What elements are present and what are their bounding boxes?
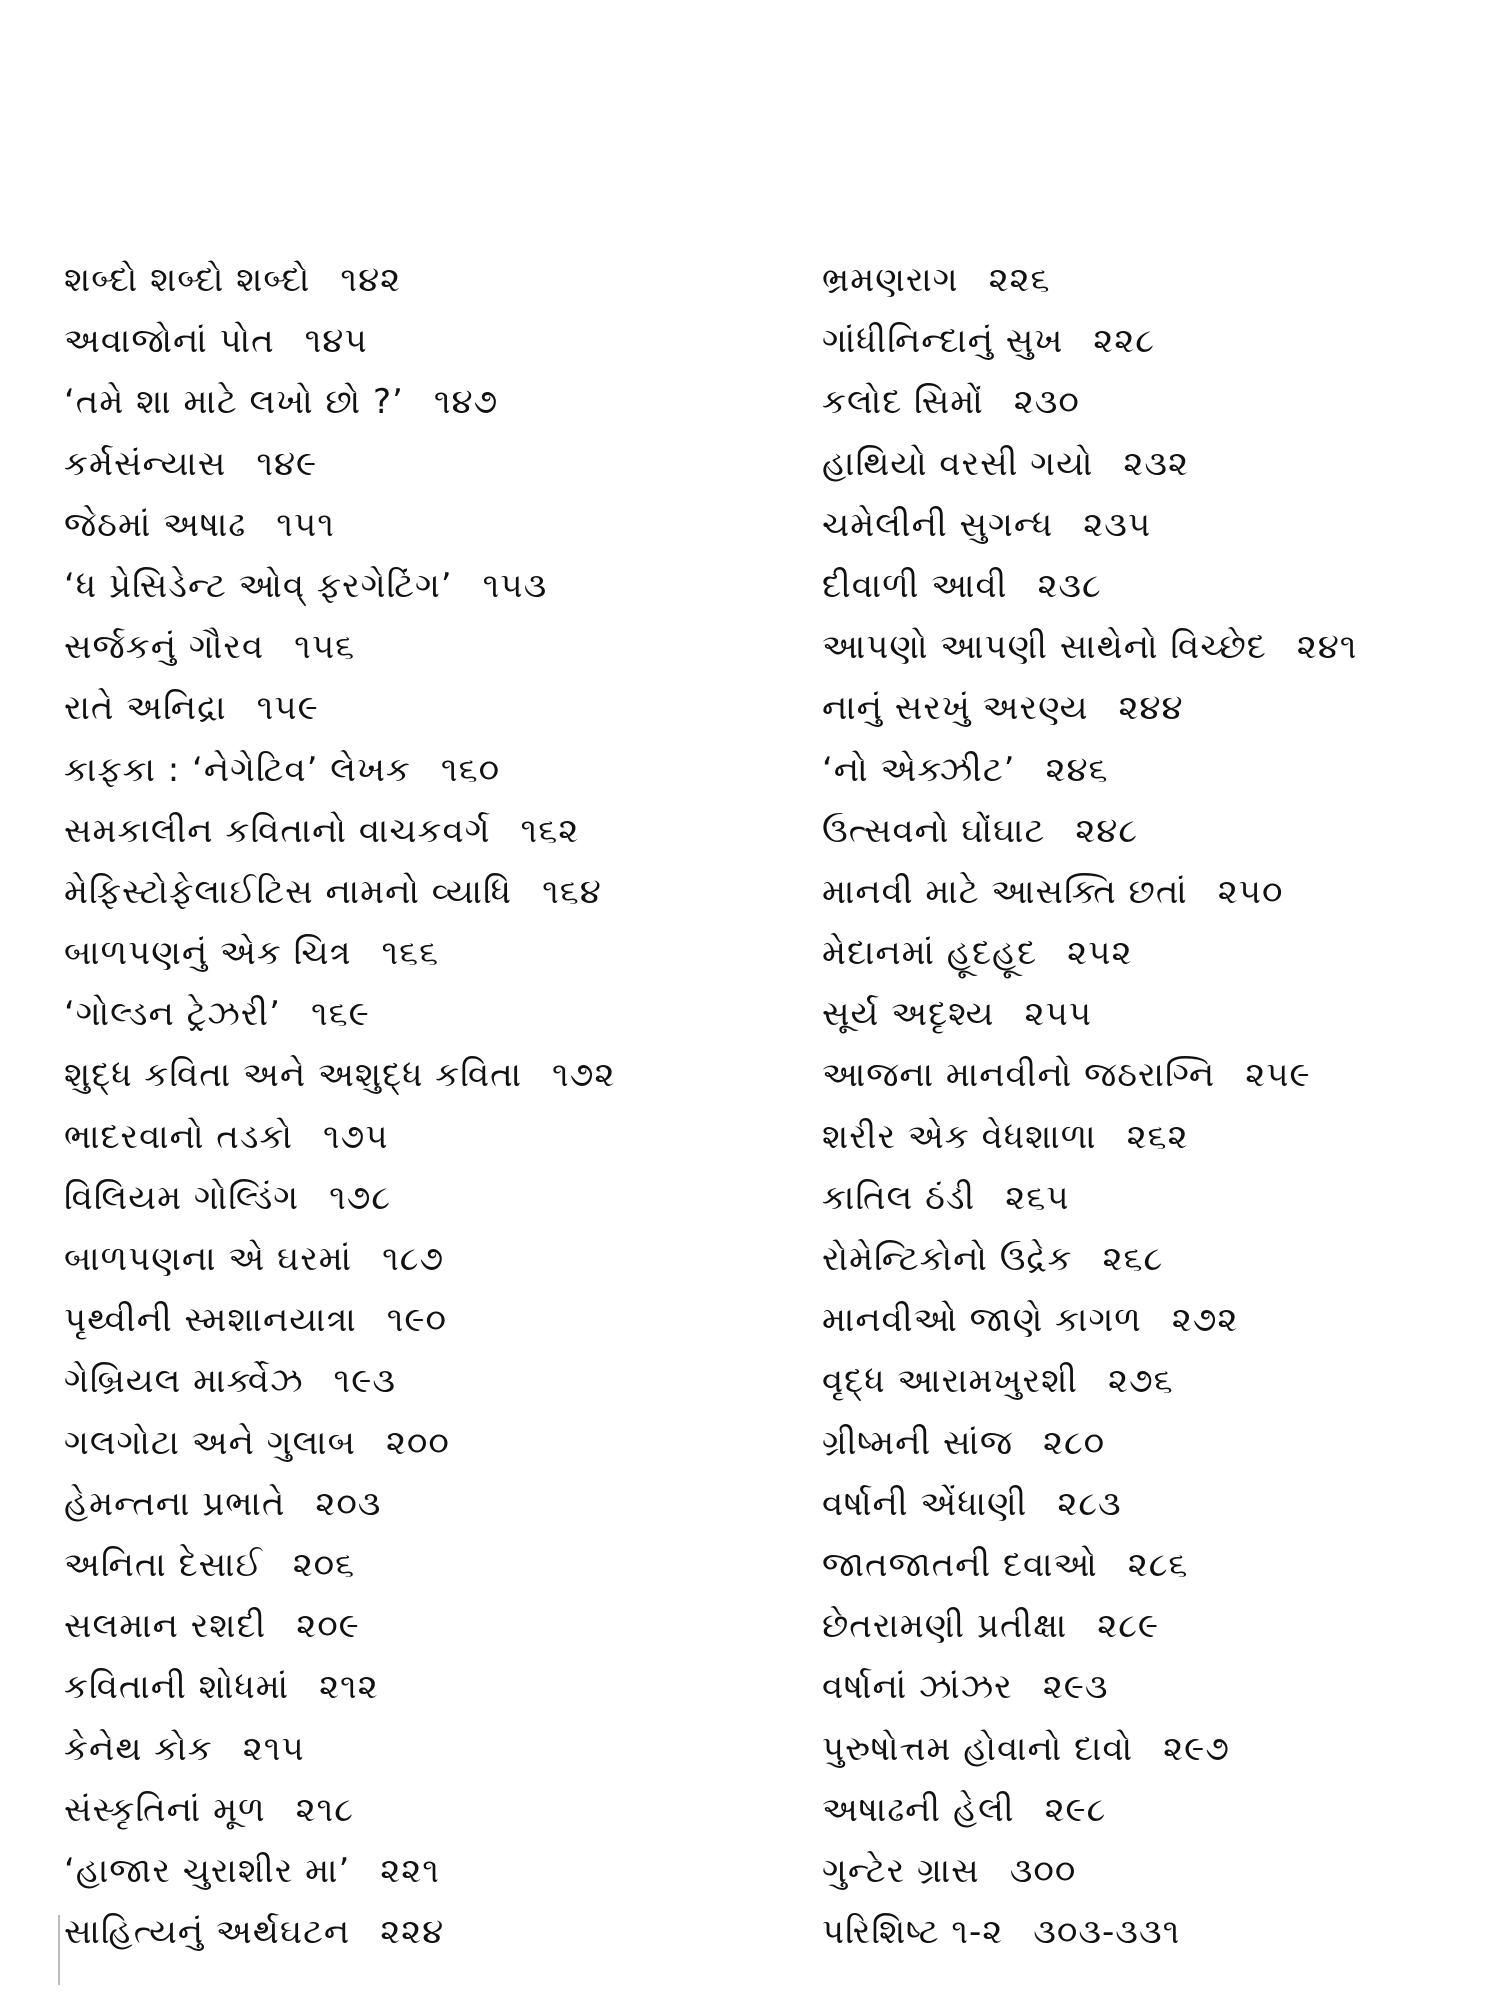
entry-page-number: ૨૮૦: [1043, 1422, 1106, 1463]
entry-page-number: ૧૪૭: [433, 382, 499, 423]
entry-title: સમકાલીન કવિતાનો વાચકવર્ગ: [64, 810, 491, 851]
entry-page-number: ૨૩૫: [1083, 504, 1152, 545]
contents-entry: [822, 862, 1482, 923]
contents-entry: [64, 250, 784, 311]
contents-entry: [64, 862, 784, 923]
entry-title: ઉત્સવનો ઘોંઘાટ: [822, 810, 1046, 851]
contents-entry: [822, 1107, 1482, 1168]
entry-title: છેતરામણી પ્રતીક્ષા: [822, 1606, 1068, 1647]
entry-title: અષાઢની હેલી: [822, 1789, 1015, 1830]
entry-title: નાનું સરખું અરણ્ય: [822, 688, 1089, 729]
entry-page-number: ૨૯૩: [1042, 1667, 1109, 1708]
contents-entry: [64, 556, 784, 617]
entry-title: ‘ગોલ્ડન ટ્રેઝરી’: [64, 994, 281, 1035]
entry-title: વર્ષાની એંધાણી: [822, 1483, 1028, 1524]
entry-page-number: ૧૬૬: [381, 933, 440, 974]
contents-entry: [64, 678, 784, 739]
contents-entry: [64, 1413, 784, 1474]
contents-entry: [822, 1351, 1482, 1412]
contents-entry: [822, 1045, 1482, 1106]
entry-page-number: ૨૨૧: [380, 1850, 440, 1891]
entry-page-number: ૧૭૨: [552, 1055, 616, 1096]
entry-title: બાળપણના એ ઘરમાં: [64, 1239, 353, 1279]
contents-entry: [64, 1657, 784, 1718]
entry-title: સંસ્કૃતિનાં મૂળ: [64, 1789, 266, 1830]
entry-page-number: ૧૭૮: [329, 1177, 392, 1218]
contents-entry: [822, 556, 1482, 617]
entry-page-number: ૨૬૫: [1005, 1177, 1070, 1218]
contents-entry: [64, 923, 784, 984]
contents-entry: [64, 1780, 784, 1841]
contents-entry: [822, 740, 1482, 801]
entry-page-number: ૩૦૩-૩૩૧: [1033, 1912, 1181, 1953]
entry-page-number: ૨૪૮: [1075, 810, 1139, 851]
entry-title: ‘તમે શા માટે લખો છો ?’: [64, 382, 404, 423]
entry-title: માનવી માટે આસક્તિ છતાં: [822, 871, 1188, 912]
contents-entry: [64, 1229, 784, 1290]
entry-title: ગાંધીનિન્દાનું સુખ: [822, 321, 1064, 362]
entry-title: પરિશિષ્ટ ૧-૨: [822, 1912, 1004, 1953]
entry-title: આપણો આપણી સાથેનો વિચ્છેદ: [822, 627, 1267, 668]
contents-entry: [64, 1841, 784, 1902]
entry-page-number: ૨૦૩: [315, 1483, 382, 1524]
entry-title: રાતે અનિદ્રા: [64, 688, 227, 729]
entry-title: પૃથ્વીની સ્મશાનયાત્રા: [64, 1300, 357, 1341]
entry-page-number: ૨૬૨: [1126, 1116, 1189, 1157]
entry-page-number: ૨૫૨: [1067, 933, 1133, 974]
entry-page-number: ૨૪૪: [1118, 688, 1184, 729]
entry-title: સર્જકનું ગૌરવ: [64, 627, 265, 668]
entry-title: ભ્રમણરાગ: [822, 260, 959, 300]
entry-title: જાતજાતની દવાઓ: [822, 1544, 1098, 1585]
entry-title: કાતિલ ઠંડી: [822, 1177, 976, 1218]
entry-title: માનવીઓ જાણે કાગળ: [822, 1300, 1142, 1341]
contents-left-column: [64, 250, 784, 1963]
entry-title: ‘ધ પ્રેસિડેન્ટ ઓવ્ ફરગેટિંગ’: [64, 565, 453, 606]
entry-title: પુરુષોત્તમ હોવાનો દાવો: [822, 1728, 1134, 1769]
entry-page-number: ૧૮૭: [382, 1239, 445, 1279]
entry-title: ભાદરવાનો તડકો: [64, 1116, 293, 1157]
entry-title: વૃદ્ધ આરામખુરશી: [822, 1361, 1079, 1402]
entry-page-number: ૨૧૨: [319, 1667, 379, 1708]
entry-page-number: ૨૮૩: [1057, 1483, 1122, 1524]
entry-page-number: ૩૦૦: [1009, 1850, 1077, 1891]
entry-title: મેફિસ્ટોફેલાઈટિસ નામનો વ્યાધિ: [64, 871, 513, 912]
contents-entry: [822, 372, 1482, 433]
entry-page-number: ૧૬૯: [310, 994, 370, 1035]
entry-title: અવાજોનાં પોત: [64, 321, 275, 362]
entry-title: કેનેથ કોક: [64, 1728, 213, 1769]
entry-page-number: ૧૪૨: [340, 260, 402, 300]
entry-page-number: ૧૫૩: [482, 565, 548, 606]
entry-title: ગ્રીષ્મની સાંજ: [822, 1422, 1014, 1463]
entry-title: ગુન્ટેર ગ્રાસ: [822, 1850, 980, 1891]
entry-page-number: ૧૫૯: [256, 688, 319, 729]
contents-entry: [822, 1596, 1482, 1657]
contents-entry: [64, 1045, 784, 1106]
entry-title: શબ્દો શબ્દો શબ્દો: [64, 260, 311, 300]
contents-entry: [64, 1596, 784, 1657]
entry-title: બાળપણનું એક ચિત્ર: [64, 933, 352, 974]
entry-page-number: ૨૭૨: [1171, 1300, 1239, 1341]
entry-page-number: ૧૬૦: [440, 749, 501, 790]
entry-title: શુદ્ધ કવિતા અને અશુદ્ધ કવિતા: [64, 1055, 523, 1096]
contents-entry: [64, 1902, 784, 1963]
entry-page-number: ૨૫૦: [1217, 871, 1284, 912]
contents-entry: [64, 311, 784, 372]
contents-entry: [64, 1719, 784, 1780]
contents-entry: [64, 617, 784, 678]
entry-title: શરીર એક વેધશાળા: [822, 1116, 1097, 1157]
entry-title: જેઠમાં અષાઢ: [64, 504, 247, 545]
contents-entry: [64, 1474, 784, 1535]
entry-page-number: ૧૭૫: [322, 1116, 389, 1157]
contents-entry: [822, 617, 1482, 678]
contents-entry: [822, 1841, 1482, 1902]
contents-entry: [64, 1351, 784, 1412]
entry-page-number: ૧૬૪: [542, 871, 602, 912]
contents-entry: [64, 434, 784, 495]
entry-page-number: ૧૪૫: [304, 321, 368, 362]
contents-entry: [822, 495, 1482, 556]
contents-entry: [64, 1168, 784, 1229]
contents-entry: [64, 495, 784, 556]
entry-title: સૂર્ય અદૃશ્ય: [822, 994, 995, 1035]
entry-page-number: ૨૨૮: [1093, 321, 1155, 362]
entry-title: દીવાળી આવી: [822, 565, 1008, 606]
contents-entry: [822, 1780, 1482, 1841]
entry-title: ‘હાજાર ચુરાશીર મા’: [64, 1850, 351, 1891]
entry-title: મેદાનમાં હૂદહૂદ: [822, 933, 1038, 974]
contents-entry: [822, 1474, 1482, 1535]
entry-title: ‘નો એક્ઝીટ’: [822, 749, 1016, 790]
contents-entry: [64, 1107, 784, 1168]
entry-page-number: ૨૭૬: [1108, 1361, 1174, 1402]
entry-title: રોમેન્ટિકોનો ઉદ્રેક: [822, 1239, 1073, 1279]
entry-title: કવિતાની શોધમાં: [64, 1667, 290, 1708]
entry-page-number: ૨૩૨: [1123, 443, 1189, 484]
entry-page-number: ૨૩૦: [1013, 382, 1080, 423]
contents-entry: [822, 1902, 1482, 1963]
contents-entry: [822, 801, 1482, 862]
entry-page-number: ૨૪૬: [1045, 749, 1109, 790]
entry-page-number: ૧૯૦: [386, 1300, 447, 1341]
contents-entry: [822, 311, 1482, 372]
entry-page-number: ૨૧૮: [295, 1789, 354, 1830]
entry-page-number: ૧૬૨: [520, 810, 580, 851]
entry-page-number: ૨૫૯: [1245, 1055, 1311, 1096]
entry-page-number: ૨૨૬: [988, 260, 1051, 300]
entry-page-number: ૧૫૬: [294, 627, 356, 668]
contents-entry: [822, 923, 1482, 984]
entry-page-number: ૧૯૩: [333, 1361, 396, 1402]
contents-entry: [822, 1290, 1482, 1351]
entry-title: સાહિત્યનું અર્થઘટન: [64, 1912, 351, 1953]
contents-entry: [822, 1229, 1482, 1290]
entry-page-number: ૨૯૮: [1044, 1789, 1107, 1830]
entry-title: સલમાન રશદી: [64, 1606, 267, 1647]
entry-page-number: ૧૫૧: [276, 504, 335, 545]
entry-page-number: ૨૦૯: [296, 1606, 360, 1647]
entry-page-number: ૨૬૮: [1102, 1239, 1164, 1279]
entry-page-number: ૨૦૬: [292, 1544, 356, 1585]
entry-page-number: ૨૩૮: [1037, 565, 1102, 606]
contents-entry: [64, 984, 784, 1045]
entry-title: કાફકા : ‘નેગેટિવ’ લેખક: [64, 749, 411, 790]
entry-title: આજના માનવીનો જઠરાગ્નિ: [822, 1055, 1216, 1096]
entry-page-number: ૨૦૦: [385, 1422, 450, 1463]
contents-entry: [64, 1535, 784, 1596]
contents-entry: [64, 801, 784, 862]
contents-entry: [822, 434, 1482, 495]
contents-entry: [822, 678, 1482, 739]
contents-entry: [64, 740, 784, 801]
entry-title: ગેબ્રિયલ માર્ક્વેઝ: [64, 1361, 304, 1402]
entry-page-number: ૨૮૬: [1127, 1544, 1189, 1585]
contents-entry: [64, 1290, 784, 1351]
entry-page-number: ૧૪૯: [256, 443, 318, 484]
entry-title: કલોદ સિમોં: [822, 382, 984, 423]
entry-title: વિલિયમ ગોલ્ડિંગ: [64, 1177, 300, 1218]
contents-entry: [822, 1535, 1482, 1596]
entry-page-number: ૨૫૫: [1024, 994, 1093, 1035]
contents-right-column: [822, 250, 1482, 1963]
contents-entry: [822, 1413, 1482, 1474]
contents-entry: [822, 250, 1482, 311]
entry-page-number: ૨૮૯: [1097, 1606, 1160, 1647]
entry-page-number: ૨૯૭: [1163, 1728, 1230, 1769]
entry-page-number: ૨૨૪: [380, 1912, 445, 1953]
entry-title: વર્ષાનાં ઝાંઝર: [822, 1667, 1013, 1708]
entry-title: કર્મસંન્યાસ: [64, 443, 227, 484]
entry-title: હેમન્તના પ્રભાતે: [64, 1483, 286, 1524]
entry-title: ગલગોટા અને ગુલાબ: [64, 1422, 356, 1463]
scan-margin-mark: [58, 1915, 60, 1985]
contents-entry: [822, 984, 1482, 1045]
entry-page-number: ૨૧૫: [242, 1728, 305, 1769]
contents-entry: [822, 1657, 1482, 1718]
contents-entry: [822, 1168, 1482, 1229]
entry-page-number: ૨૪૧: [1296, 627, 1358, 668]
entry-title: અનિતા દેસાઈ: [64, 1544, 263, 1585]
entry-title: ચમેલીની સુગન્ધ: [822, 504, 1054, 545]
entry-title: હાથિયો વરસી ગયો: [822, 443, 1094, 484]
contents-entry: [64, 372, 784, 433]
contents-entry: [822, 1719, 1482, 1780]
